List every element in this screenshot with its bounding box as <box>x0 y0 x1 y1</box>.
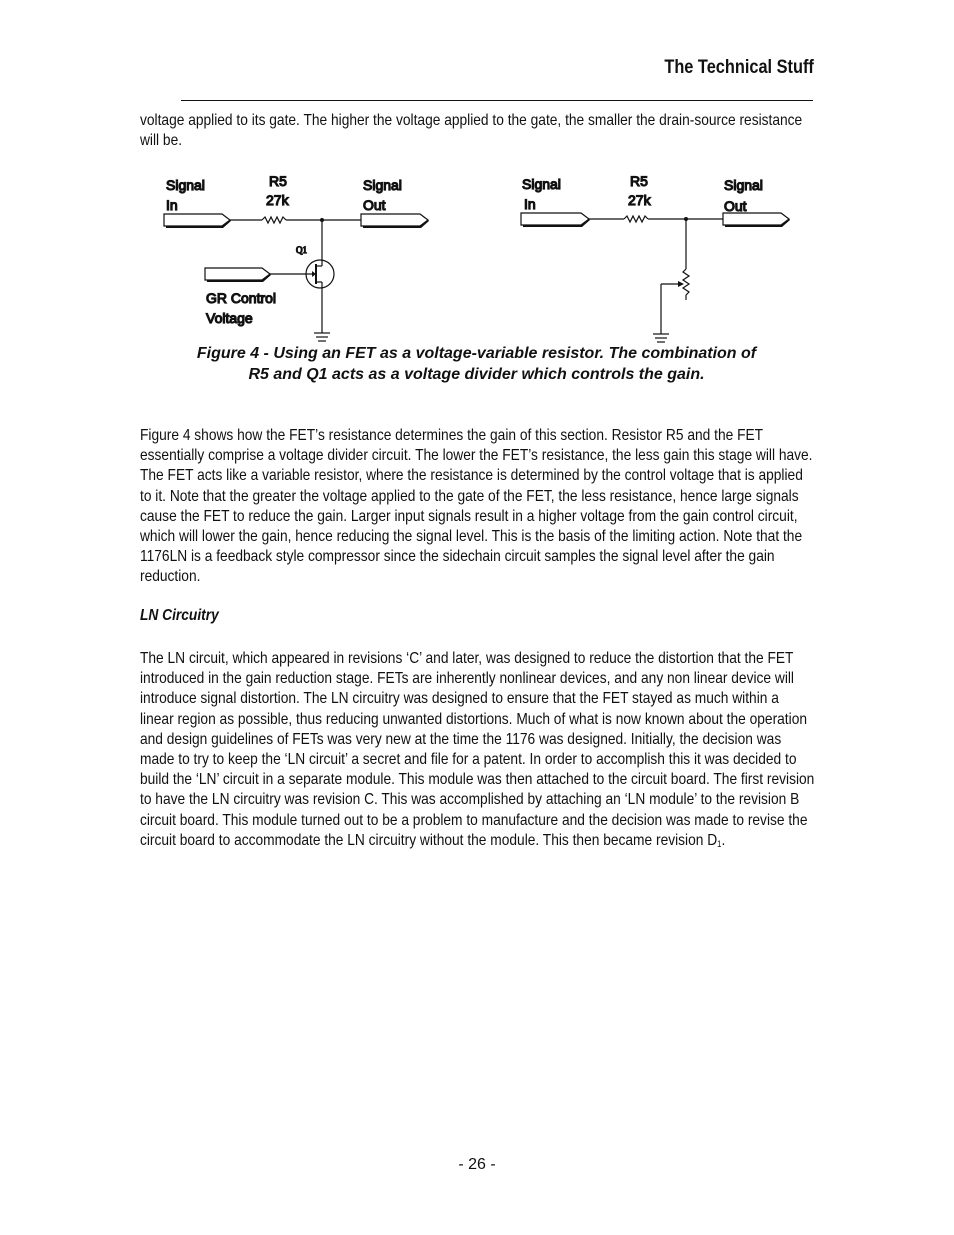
left-input-connector <box>164 214 230 226</box>
left-input-connector-shadow <box>166 220 231 228</box>
left-signal-out-label-1: Signal <box>363 177 402 193</box>
page-number: - 26 - <box>458 1156 496 1173</box>
right-ground-symbol <box>653 334 669 342</box>
figure-caption-line-2: R5 and Q1 acts as a voltage divider which controls the gain. <box>248 365 705 383</box>
revision-subscript: 1 <box>717 838 722 849</box>
figure-caption-line-1: Figure 4 - Using an FET as a voltage-variable resistor. The combination of <box>196 345 757 362</box>
right-signal-in-label-1: Signal <box>522 176 561 192</box>
right-signal-out-label-2: Out <box>724 198 747 214</box>
left-resistor-name: R5 <box>269 173 287 189</box>
left-gr-label-2: Voltage <box>206 310 253 326</box>
left-transistor-label: Q1 <box>296 245 307 255</box>
intro-paragraph: voltage applied to its gate. The higher the voltage applied to the gate, the smaller the drain-source resistance will be. <box>140 112 803 150</box>
right-variable-resistor <box>683 269 689 295</box>
right-signal-in-label-2: In <box>524 196 536 212</box>
right-resistor-r5 <box>624 216 648 222</box>
left-output-connector <box>361 214 428 226</box>
left-ground-symbol <box>314 333 330 341</box>
running-header-title: The Technical Stuff <box>664 57 814 78</box>
left-fet-q1 <box>306 260 334 288</box>
section-title-ln-circuitry: LN Circuitry <box>140 607 219 624</box>
right-output-connector <box>723 213 789 225</box>
left-signal-in-label-2: In <box>166 197 178 213</box>
figure-4-schematic <box>0 0 954 345</box>
body-paragraph-3-text: The LN circuit, which appeared in revisions ‘C’ and later, was designed to reduce the distortion that the FET introduced in the gain reduction stage. FETs are inherently nonlinear devices, and any non linear device will introduce signal distortion. The LN circuitry was designed to ensure that the FET stayed as much within a linear region as possible, thus reducing unwanted distortions. Much of what is now known about the operation and design guidelines of FETs was very new at the time the 1176 was designed. Initially, the decision was made to try to keep the ‘LN circuit’ a secret and file for a patent. In order to accomplish this it was decided to build the ‘LN’ circuit in a separate module. This module was then attached to the circuit board. The first revision to have the LN circuitry was revision C. This was accomplished by attaching an ‘LN module’ to the revision B circuit board. This module turned out to be a problem to manufacture and the decision was made to revise the circuit board to accommodate the LN circuitry without the module. This then became revision D <box>140 650 815 849</box>
body-paragraph-3 <box>140 649 815 854</box>
right-signal-out-label-1: Signal <box>724 177 763 193</box>
left-signal-out-label-2: Out <box>363 197 386 213</box>
left-resistor-value: 27k <box>266 192 289 208</box>
right-circuit <box>521 173 790 342</box>
left-circuit <box>164 173 429 341</box>
right-resistor-value: 27k <box>628 192 651 208</box>
body-paragraph-2: Figure 4 shows how the FET’s resistance determines the gain of this section. Resistor R5 and the FET essentially comprise a voltage divider circuit. The lower the FET’s resistance, the less gain this stage will have. The FET acts like a variable resistor, where the resistance is determined by the control voltage that is applied to it. Note that the greater the voltage applied to the gate of the FET, the less resistance, hence large signals cause the FET to reduce the gain. Larger input signals result in a higher voltage from the gain control circuit, which will lower the gain, hence reducing the signal level. This is the basis of the limiting action. Note that the 1176LN is a feedback style compressor since the sidechain circuit samples the signal level after the gain reduction. <box>140 427 813 586</box>
figure-caption <box>140 344 813 385</box>
right-input-connector <box>521 213 589 225</box>
left-resistor-r5 <box>262 217 286 223</box>
left-gr-label-1: GR Control <box>206 290 277 306</box>
right-resistor-name: R5 <box>630 173 648 189</box>
left-gate-connector <box>205 268 270 280</box>
body-paragraph-3-end: . <box>721 831 726 849</box>
left-signal-in-label-1: Signal <box>166 177 205 193</box>
